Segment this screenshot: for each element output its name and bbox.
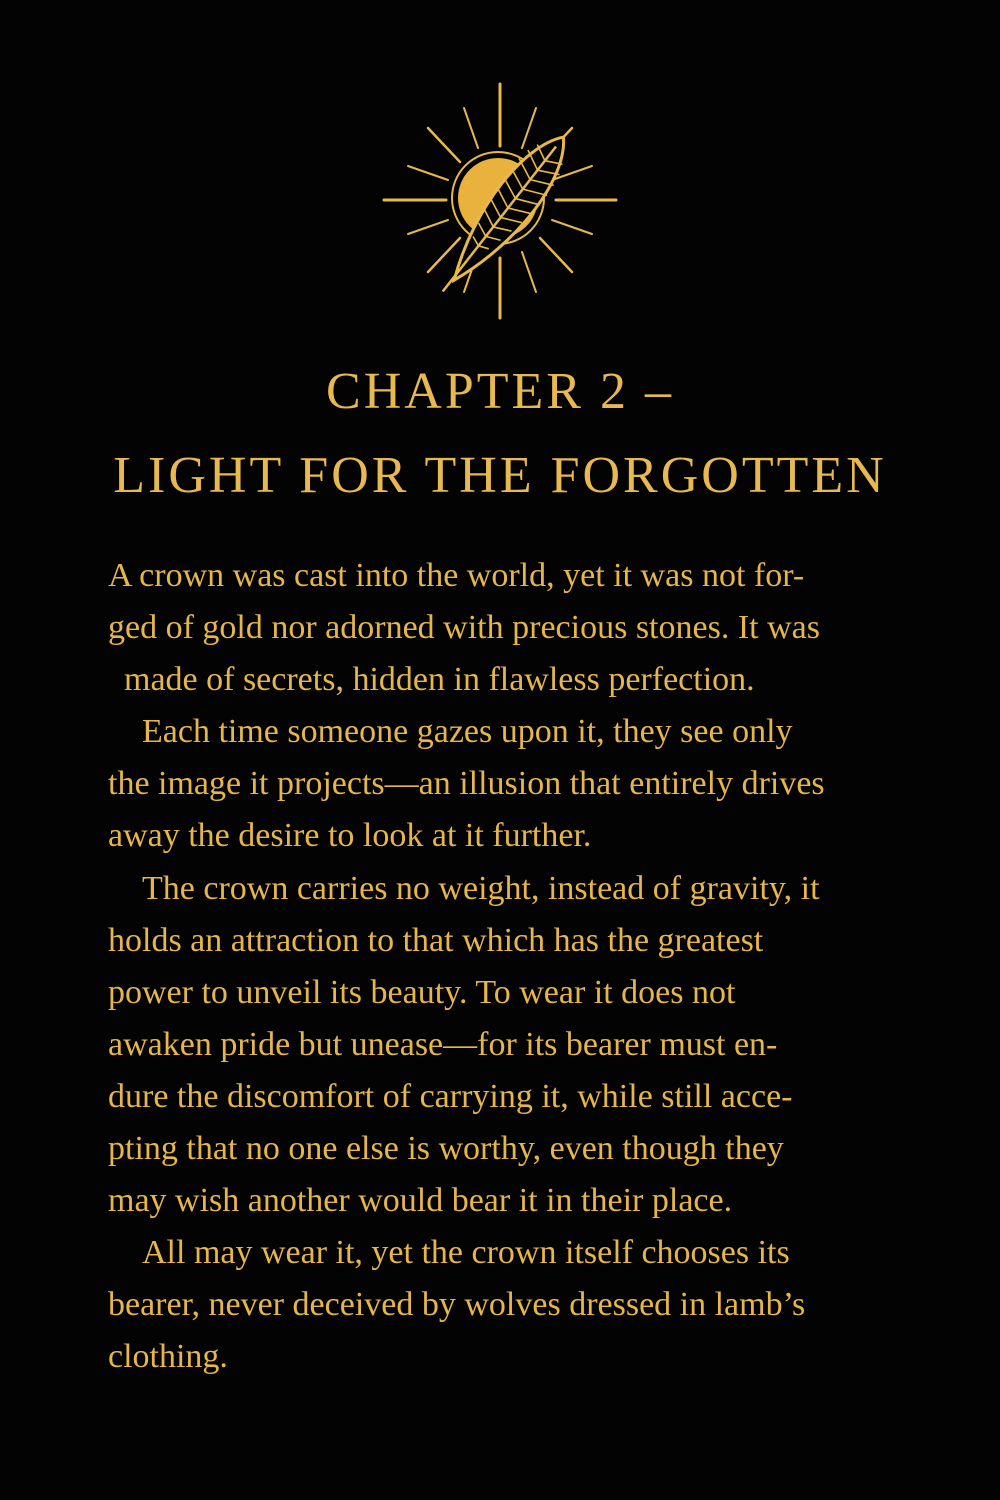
chapter-title: LIGHT FOR THE FORGOTTEN: [113, 447, 887, 504]
body-line: All may wear it, yet the crown itself chooses its: [142, 1234, 790, 1271]
chapter-heading: CHAPTER 2 –: [326, 363, 674, 420]
body-line: holds an attraction to that which has the greatest: [108, 922, 764, 959]
body-line: pting that no one else is worthy, even though they: [108, 1130, 784, 1167]
body-line: ged of gold nor adorned with precious stones. It was: [108, 609, 820, 646]
body-line: away the desire to look at it further.: [108, 817, 592, 854]
body-line: dure the discomfort of carrying it, while still acce-: [108, 1078, 793, 1115]
body-line: power to unveil its beauty. To wear it does not: [108, 974, 736, 1011]
body-line: A crown was cast into the world, yet it was not for-: [108, 557, 805, 594]
body-line: The crown carries no weight, instead of gravity, it: [142, 870, 820, 907]
body-line: awaken pride but unease—for its bearer must en-: [108, 1026, 778, 1063]
body-line: may wish another would bear it in their place.: [108, 1182, 733, 1219]
body-line: bearer, never deceived by wolves dressed in lamb’s: [108, 1286, 806, 1323]
body-line: made of secrets, hidden in flawless perfection.: [124, 661, 755, 698]
body-line: Each time someone gazes upon it, they see only: [142, 713, 793, 750]
body-line: the image it projects—an illusion that entirely drives: [108, 765, 825, 802]
body-line: clothing.: [108, 1338, 228, 1375]
